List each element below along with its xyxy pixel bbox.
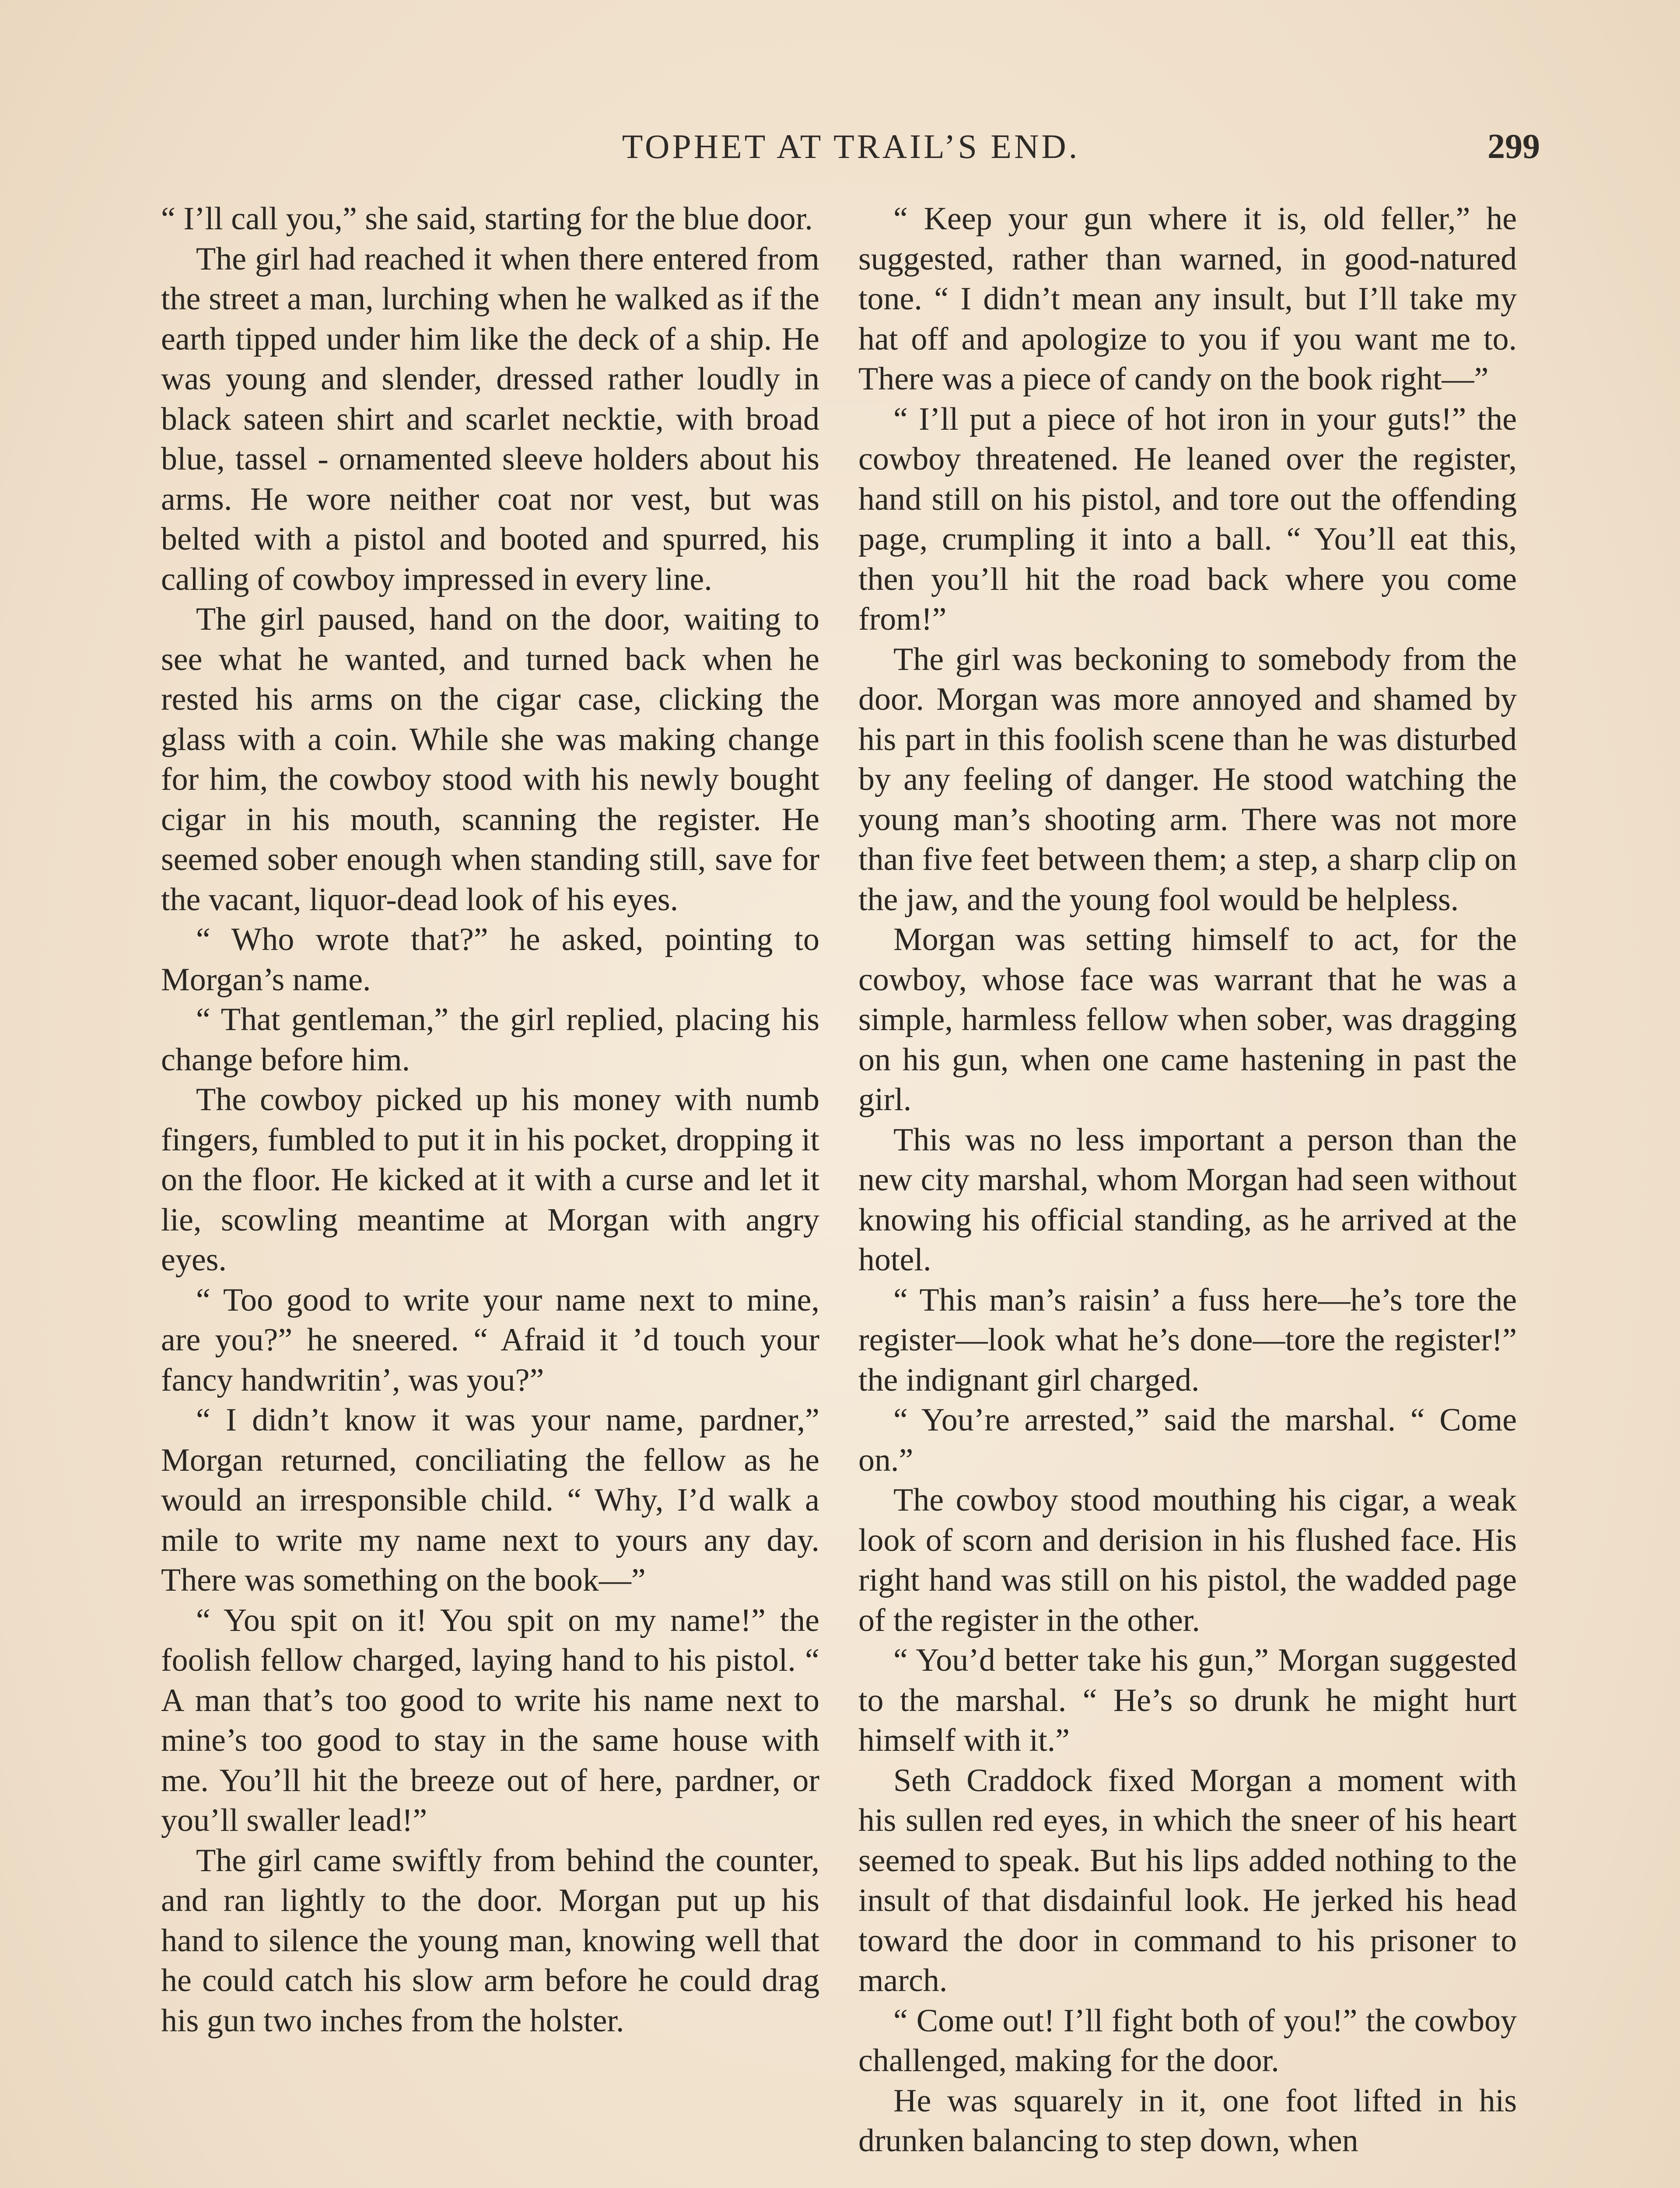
paragraph: “ That gentleman,” the girl replied, placing his change before him. — [161, 1002, 819, 1078]
paragraph: “ I’ll put a piece of hot iron in your guts!” the cowboy threatened. He leaned over the register, hand still on his pistol, and tore out the offending page, crumpling it into a ball. “ You’ll eat this, then you’ll hit the road back where you come from!” — [858, 401, 1517, 637]
paragraph: Morgan was setting himself to act, for the cowboy, whose face was warrant that he was a simple, harmless fellow when sober, was dragging on his gun, when one came hastening in past the girl. — [858, 922, 1517, 1118]
running-head — [162, 127, 1540, 175]
paragraph: “ Come out! I’ll fight both of you!” the cowboy challenged, making for the door. — [858, 2002, 1517, 2079]
paragraph: “ This man’s raisin’ a fuss here—he’s tore the register—look what he’s done—tore the register!” the indignant girl charged. — [858, 1282, 1517, 1398]
paragraph: “ I’ll call you,” she said, starting for the blue door. — [161, 201, 813, 237]
paragraph: The girl came swiftly from behind the counter, and ran lightly to the door. Morgan put up his hand to silence the young man, knowing well that he could catch his slow arm before he could drag his gun two inches from the holster. — [161, 1842, 819, 2039]
paragraph: “ I didn’t know it was your name, pardner,” Morgan returned, conciliating the fellow as he would an irresponsible child. “ Why, I’d walk a mile to write my name next to yours any day. There was something on the book—” — [161, 1402, 819, 1598]
left-column — [161, 199, 819, 2188]
paragraph: “ You’d better take his gun,” Morgan suggested to the marshal. “ He’s so drunk he might hurt himself with it.” — [858, 1642, 1517, 1758]
paragraph: The cowboy stood mouthing his cigar, a weak look of scorn and derision in his flushed face. His right hand was still on his pistol, the wadded page of the register in the other. — [858, 1482, 1517, 1638]
paragraph: The cowboy picked up his money with numb fingers, fumbled to put it in his pocket, dropping it on the floor. He kicked at it with a curse and let it lie, scowling meantime at Morgan with angry eyes. — [161, 1082, 819, 1278]
paragraph: Seth Craddock fixed Morgan a moment with his sullen red eyes, in which the sneer of his heart seemed to speak. But his lips added nothing to the insult of that disdainful look. He jerked his head toward the door in command to his prisoner to march. — [858, 1762, 1517, 1999]
paragraph: “ Who wrote that?” he asked, pointing to Morgan’s name. — [161, 922, 819, 998]
paragraph: “ You’re arrested,” said the marshal. “ Come on.” — [858, 1402, 1517, 1478]
right-column — [858, 199, 1517, 2188]
paragraph: The girl was beckoning to somebody from the door. Morgan was more annoyed and shamed by his part in this foolish scene than he was disturbed by any feeling of danger. He stood watching the young man’s shooting arm. There was not more than five feet between them; a step, a sharp clip on the jaw, and the young fool would be helpless. — [858, 641, 1517, 918]
paragraph: “ Keep your gun where it is, old feller,” he suggested, rather than warned, in good-natured tone. “ I didn’t mean any insult, but I’ll take my hat off and apologize to you if you want me to. There was a piece of candy on the book right—” — [858, 201, 1517, 397]
paragraph: “ Too good to write your name next to mine, are you?” he sneered. “ Afraid it ’d touch your fancy handwritin’, was you?” — [161, 1282, 819, 1398]
paragraph: The girl paused, hand on the door, waiting to see what he wanted, and turned back when he rested his arms on the cigar case, clicking the glass with a coin. While she was making change for him, the cowboy stood with his newly bought cigar in his mouth, scanning the register. He seemed sober enough when standing still, save for the vacant, liquor-dead look of his eyes. — [161, 601, 819, 918]
paragraph: This was no less important a person than the new city marshal, whom Morgan had seen without knowing his official standing, as he arrived at the hotel. — [858, 1122, 1517, 1278]
paragraph: “ You spit on it! You spit on my name!” the foolish fellow charged, laying hand to his pistol. “ A man that’s too good to write his name next to mine’s too good to stay in the same house with me. You’ll hit the breeze out of here, pardner, or you’ll swaller lead!” — [161, 1602, 819, 1838]
paragraph: The girl had reached it when there entered from the street a man, lurching when he walked as if the earth tipped under him like the deck of a ship. He was young and slender, dressed rather loudly in black sateen shirt and scarlet necktie, with broad blue, tassel - ornamented sleeve holders about his arms. He wore neither coat nor vest, but was belted with a pistol and booted and spurred, his calling of cowboy impressed in every line. — [161, 241, 819, 597]
running-title: TOPHET AT TRAIL’S END. — [622, 127, 1080, 165]
page-number: 299 — [1488, 127, 1540, 166]
paragraph: He was squarely in it, one foot lifted in his drunken balancing to step down, when — [858, 2083, 1517, 2159]
